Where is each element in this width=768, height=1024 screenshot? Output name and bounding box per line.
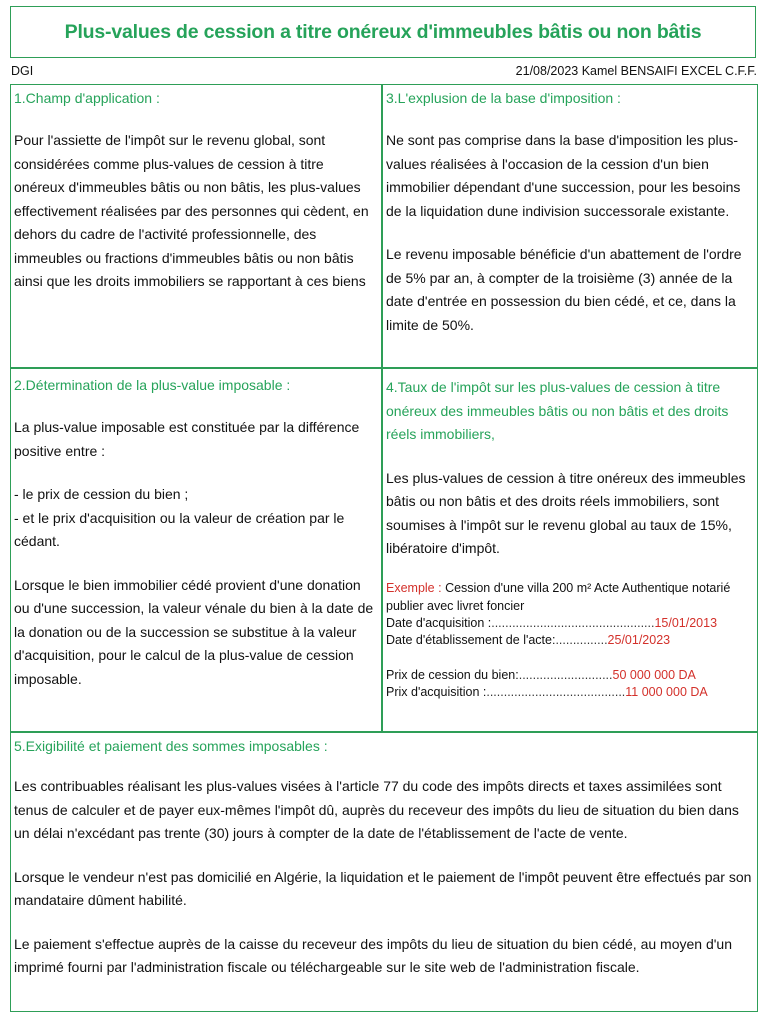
example-row-acquisition-price (386, 684, 752, 702)
section-5-para-2: Lorsque le vendeur n'est pas domicilié en Algérie, la liquidation et le paiement de l'impôt peuvent être effectués par son mandataire dûment habilité. (14, 868, 752, 908)
meta-right: 21/08/2023 Kamel BENSAIFI EXCEL C.F.F. (515, 64, 757, 78)
section-4-heading: 4.Taux de l'impôt sur les plus-values de cession à titre onéreux des immeubles bâtis ou non bâtis et des droits réels immobiliers, (386, 379, 729, 442)
section-1-heading: 1.Champ d'application : (14, 90, 160, 106)
example-text: Cession d'une villa 200 m² Acte Authentique notarié publier avec livret foncier (386, 580, 731, 613)
section-2-para-2b: - et le prix d'acquisition ou la valeur de création par le cédant. (14, 509, 345, 549)
section-2-para-2a: - le prix de cession du bien ; (14, 486, 189, 502)
content-grid (10, 84, 758, 1012)
meta-left: DGI (11, 64, 34, 78)
section-5-heading: 5.Exigibilité et paiement des sommes imposables : (14, 738, 328, 754)
section-2-para-3: Lorsque le bien immobilier cédé provient d'une donation ou d'une succession, la valeur vénale du bien à la date de la donation ou de la succession se substitue à la valeur d'acquisition, pour le calcul de la plus-value de cession imposable. (14, 576, 374, 687)
example-label: Exemple : (386, 580, 442, 595)
page-title: Plus-values de cession a titre onéreux d'immeubles bâtis ou non bâtis (64, 20, 702, 43)
section-3-para-1: Ne sont pas comprise dans la base d'imposition les plus- values réalisées à l'occasion de la cession d'un bien immobilier dépendant d'une succession, pour les besoins de la liquidation dune indivision successorale existante. (386, 132, 741, 219)
section-4 (386, 376, 752, 702)
section-4-para-1: Les plus-values de cession à titre onéreux des immeubles bâtis ou non bâtis et des droits réels immobiliers, sont soumises à l'impôt sur le revenu global au taux de 15%, libératoire d'impôt. (386, 469, 746, 556)
row-label: Prix de cession du bien: (386, 667, 519, 682)
section-3-para-2: Le revenu imposable bénéficie d'un abattement de l'ordre de 5% par an, à compter de la troisième (3) année de la date d'entrée en possession du bien cédé, et ce, dans la limite de 50%. (386, 246, 742, 333)
example-row-sale-price (386, 667, 752, 685)
section-1-body: Pour l'assiette de l'impôt sur le revenu global, sont considérées comme plus-values de cession à titre onéreux d'immeubles bâtis ou non bâtis, les plus-values effectivement réalisées par des personnes qui cèdent, en dehors du cadre de l'activité professionnelle, des immeubles ou fractions d'immeubles bâtis ou non bâtis ainsi que les droits immobiliers se rapportant à ces biens (14, 132, 369, 289)
section-3-heading: 3.L'explusion de la base d'imposition : (386, 90, 621, 106)
example-block (386, 579, 752, 615)
row-label: Date d'établissement de l'acte: (386, 633, 556, 647)
row-label: Prix d'acquisition : (386, 685, 487, 699)
row-value: 15/01/2013 (654, 615, 718, 630)
section-2 (14, 376, 378, 691)
row-label: Date d'acquisition : (386, 615, 492, 630)
section-5 (14, 737, 754, 980)
column-divider (381, 85, 383, 732)
title-box (10, 6, 756, 58)
section-3 (386, 89, 752, 337)
row-value: 11 000 000 DA (625, 685, 708, 699)
section-5-para-1: Les contribuables réalisant les plus-values visées à l'article 77 du code des impôts directs et taxes assimilées sont tenus de calculer et de payer eux-mêmes l'impôt dû, auprès du receveur des impôts du lieu de situation du bien dans un délai n'excédant pas trente (30) jours à compter de la date de l'établissement de l'acte de vente. (14, 778, 739, 841)
row-dots: ............... (555, 633, 608, 647)
row-dots: ............................................... (491, 615, 655, 630)
meta-row (11, 64, 757, 80)
row-divider-2 (11, 731, 757, 733)
row-value: 25/01/2023 (607, 633, 671, 647)
section-2-heading: 2.Détermination de la plus-value imposable : (14, 377, 291, 393)
example-row-deed-date (386, 632, 752, 650)
section-1 (14, 89, 378, 294)
row-value: 50 000 000 DA (612, 667, 696, 682)
example-row-acquisition-date (386, 615, 752, 633)
section-2-para-1: La plus-value imposable est constituée par la différence positive entre : (14, 419, 360, 459)
row-dots: ........................... (518, 667, 613, 682)
section-5-para-3: Le paiement s'effectue auprès de la caisse du receveur des impôts du lieu de situation du bien cédé, au moyen d'un imprimé fourni par l'administration fiscale ou téléchargeable sur le site web de l'administration fiscale. (14, 935, 732, 975)
row-divider-1 (11, 367, 757, 369)
row-dots: ........................................ (486, 685, 626, 699)
